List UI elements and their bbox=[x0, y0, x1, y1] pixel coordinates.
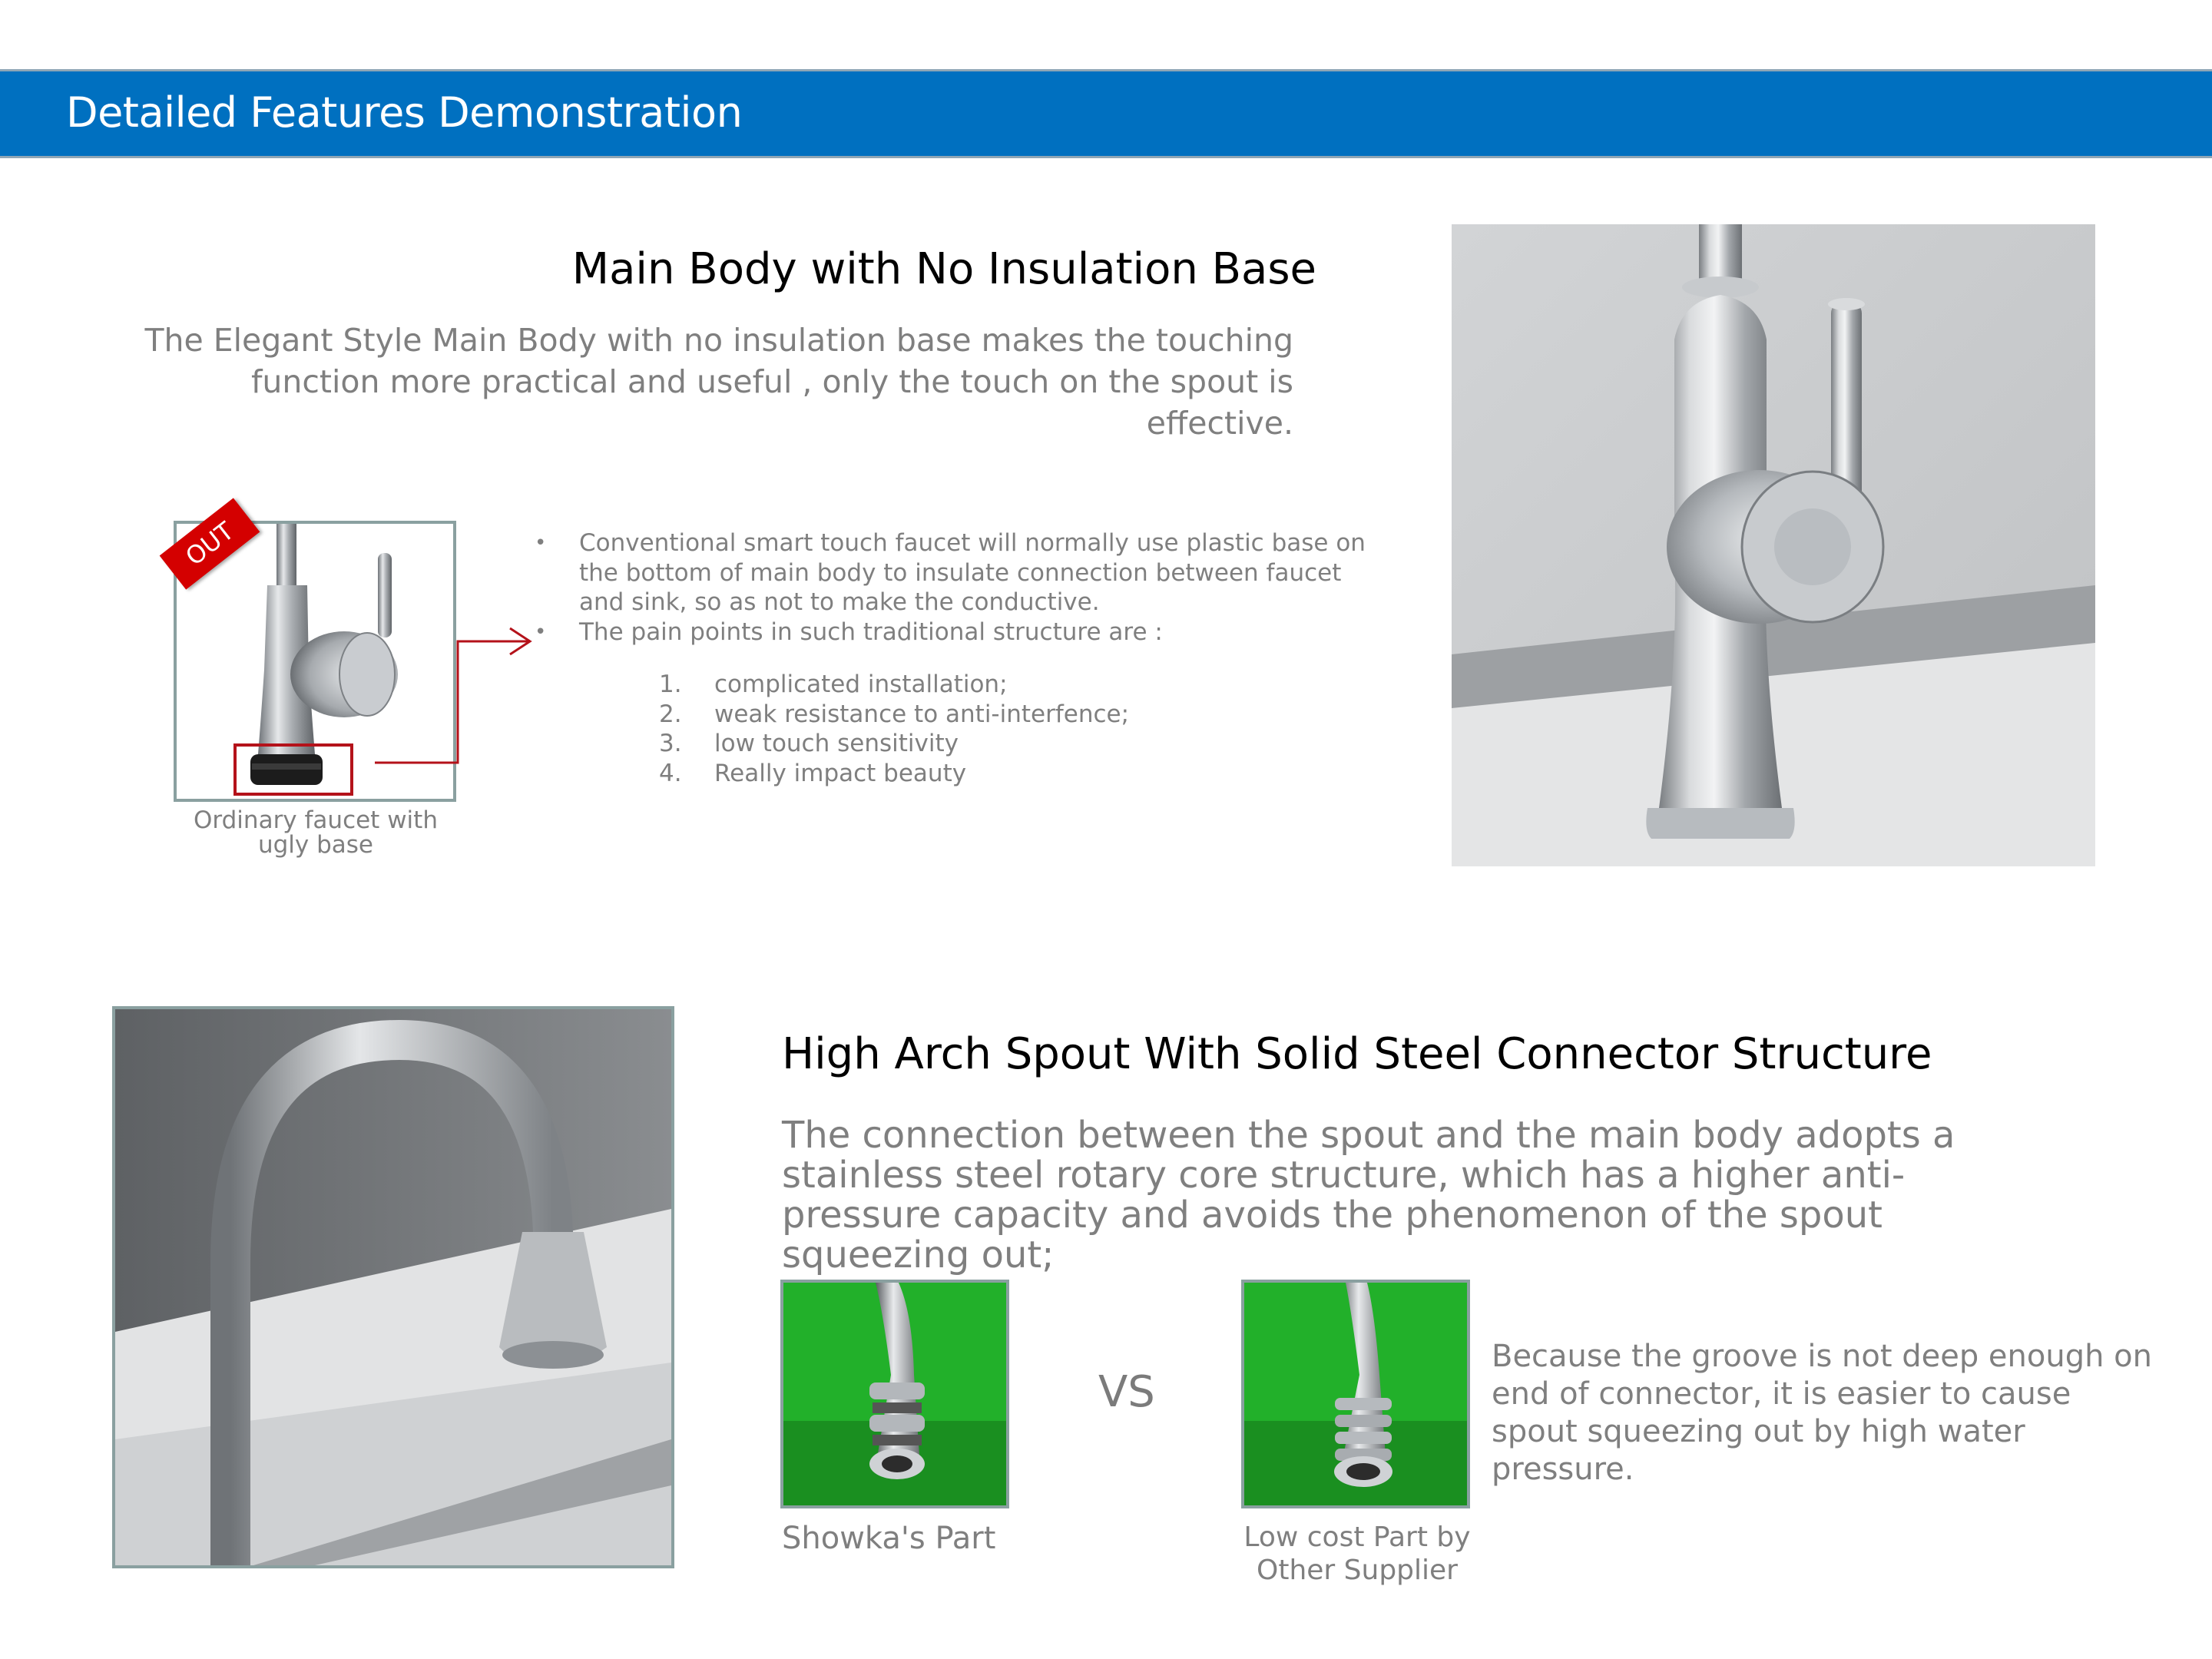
section2-description: The connection between the spout and the main body adopts a stainless steel rotary core structure, which has a higher anti-pressure capacity and avoids the phenomenon of the spout squeezing out; bbox=[782, 1114, 1955, 1277]
groove-explanation-text: Because the groove is not deep enough on end of connector, it is easier to cause spout squeezing out by high water pressure. bbox=[1492, 1339, 2152, 1487]
bullet-dot-icon: • bbox=[535, 620, 547, 644]
ordinary-faucet-illustration bbox=[177, 524, 453, 799]
bullet-text: The pain points in such traditional structure are : bbox=[579, 618, 1163, 646]
high-arch-spout-photo bbox=[112, 1006, 674, 1568]
out-badge: OUT bbox=[160, 498, 260, 589]
spout-photo-illustration bbox=[115, 1009, 671, 1565]
ordinary-faucet-caption bbox=[174, 808, 458, 857]
bullet-item bbox=[535, 528, 1387, 618]
list-text: Really impact beauty bbox=[714, 759, 967, 787]
bullet-text: Conventional smart touch faucet will normally use plastic base on the bottom of main body to insulate connection between faucet and sink, so as not to make the conductive. bbox=[579, 529, 1366, 616]
page-title: Detailed Features Demonstration bbox=[66, 88, 743, 137]
section1-description: The Elegant Style Main Body with no insulation base makes the touching function more practical and useful , only the touch on the spout is effective. bbox=[144, 322, 1293, 442]
connector-deep-groove-illustration bbox=[783, 1283, 1006, 1505]
vs-label: VS bbox=[1098, 1367, 1155, 1417]
list-item bbox=[656, 759, 1347, 789]
list-number: 3. bbox=[659, 730, 682, 757]
faucet-main-body-photo bbox=[1452, 224, 2095, 866]
other-supplier-part-image bbox=[1241, 1280, 1470, 1508]
connector-shallow-groove-illustration bbox=[1244, 1283, 1467, 1505]
pain-points-bullets bbox=[535, 528, 1387, 647]
list-number: 1. bbox=[659, 671, 682, 698]
faucet-photo-illustration bbox=[1452, 224, 2095, 866]
list-text: weak resistance to anti-interfence; bbox=[714, 700, 1130, 728]
list-item bbox=[656, 700, 1347, 730]
caption-line-2: Other Supplier bbox=[1257, 1555, 1458, 1586]
header-banner bbox=[0, 69, 2212, 158]
showka-part-image bbox=[780, 1280, 1009, 1508]
caption-line-1: Ordinary faucet with bbox=[194, 806, 438, 834]
list-item bbox=[656, 670, 1347, 700]
section1-heading: Main Body with No Insulation Base bbox=[571, 244, 1316, 294]
other-supplier-part-caption bbox=[1229, 1521, 1485, 1587]
arrow-head-icon bbox=[510, 628, 530, 654]
pain-points-numbered-list bbox=[656, 670, 1347, 788]
list-text: low touch sensitivity bbox=[714, 730, 959, 757]
caption-line-1: Low cost Part by bbox=[1243, 1522, 1471, 1553]
list-number: 2. bbox=[659, 700, 682, 728]
caption-line-2: ugly base bbox=[257, 831, 374, 859]
section2-heading: High Arch Spout With Solid Steel Connector Structure bbox=[782, 1029, 1932, 1079]
list-item bbox=[656, 729, 1347, 759]
list-text: complicated installation; bbox=[714, 671, 1008, 698]
bullet-dot-icon: • bbox=[535, 531, 547, 555]
bullet-item bbox=[535, 618, 1387, 647]
list-number: 4. bbox=[659, 759, 682, 787]
showka-part-caption: Showka's Part bbox=[782, 1521, 996, 1556]
